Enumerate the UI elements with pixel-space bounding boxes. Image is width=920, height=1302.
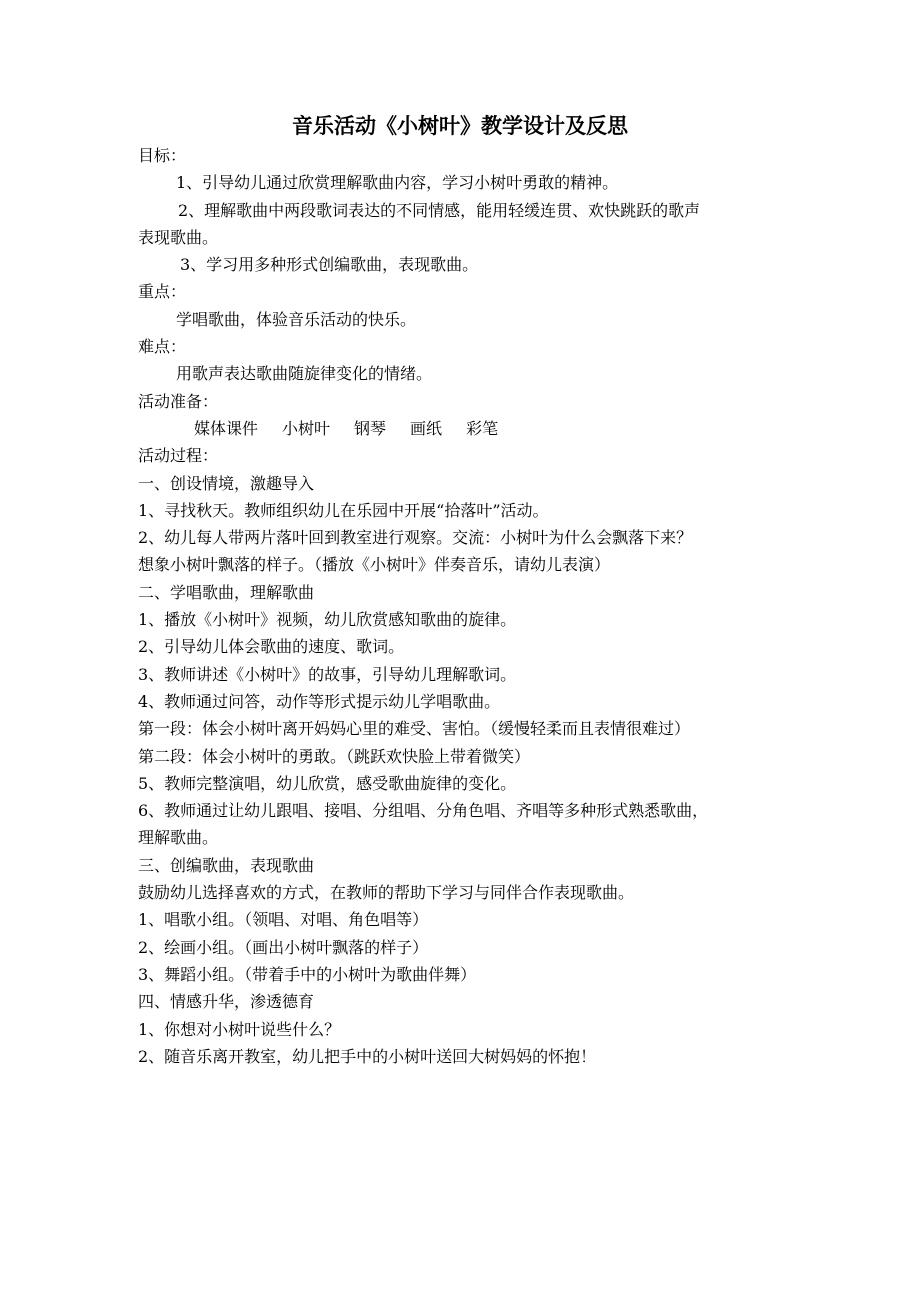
goal-item-2: 2、理解歌曲中两段歌词表达的不同情感，能用轻缓连贯、欢快跳跃的歌声 xyxy=(178,200,701,220)
process-line: 5、教师完整演唱，幼儿欣赏，感受歌曲旋律的变化。 xyxy=(138,773,517,793)
process-line: 3、教师讲述《小树叶》的故事，引导幼儿理解歌词。 xyxy=(138,664,517,684)
material-item: 彩笔 xyxy=(466,418,499,438)
process-line: 1、你想对小树叶说些什么？ xyxy=(138,1019,341,1039)
section-heading-1: 一、创设情境，激趣导入 xyxy=(138,473,315,493)
difficulty-heading: 难点： xyxy=(138,337,187,357)
goals-heading: 目标： xyxy=(138,146,187,165)
goal-item-2-continued: 表现歌曲。 xyxy=(138,227,219,247)
process-line: 1、寻找秋天。教师组织幼儿在乐园中开展“拾落叶”活动。 xyxy=(138,500,549,520)
document-body xyxy=(138,142,788,1070)
process-line: 1、播放《小树叶》视频，幼儿欣赏感知歌曲的旋律。 xyxy=(138,610,517,630)
process-line: 理解歌曲。 xyxy=(138,828,219,848)
process-line: 4、教师通过问答，动作等形式提示幼儿学唱歌曲。 xyxy=(138,691,501,711)
key-point-text: 学唱歌曲，体验音乐活动的快乐。 xyxy=(176,309,417,329)
materials-list xyxy=(138,415,788,442)
process-line: 2、随音乐离开教室，幼儿把手中的小树叶送回大树妈妈的怀抱！ xyxy=(138,1046,597,1066)
section-heading-4: 四、情感升华，渗透德育 xyxy=(138,992,315,1012)
material-item: 钢琴 xyxy=(354,418,387,438)
document-title: 音乐活动《小树叶》教学设计及反思 xyxy=(292,113,628,138)
material-item: 小树叶 xyxy=(282,418,331,438)
difficulty-text: 用歌声表达歌曲随旋律变化的情绪。 xyxy=(176,364,433,384)
material-item: 画纸 xyxy=(410,418,443,438)
section-heading-3: 三、创编歌曲，表现歌曲 xyxy=(138,855,315,875)
goal-item-1: 1、引导幼儿通过欣赏理解歌曲内容，学习小树叶勇敢的精神。 xyxy=(176,173,619,193)
process-line: 第一段：体会小树叶离开妈妈心里的难受、害怕。（缓慢轻柔而且表情很难过） xyxy=(138,719,691,739)
section-heading-2: 二、学唱歌曲，理解歌曲 xyxy=(138,582,315,602)
process-line: 2、幼儿每人带两片落叶回到教室进行观察。交流：小树叶为什么会飘落下来？ xyxy=(138,528,693,548)
goal-item-3: 3、学习用多种形式创编歌曲，表现歌曲。 xyxy=(180,255,479,275)
process-line: 想象小树叶飘落的样子。（播放《小树叶》伴奏音乐，请幼儿表演） xyxy=(138,555,611,575)
material-item: 媒体课件 xyxy=(194,418,259,438)
preparation-heading: 活动准备： xyxy=(138,391,219,411)
process-line: 1、唱歌小组。（领唱、对唱、角色唱等） xyxy=(138,910,429,930)
process-line: 2、绘画小组。（画出小树叶飘落的样子） xyxy=(138,937,429,957)
process-line: 2、引导幼儿体会歌曲的速度、歌词。 xyxy=(138,637,405,657)
process-line: 鼓励幼儿选择喜欢的方式，在教师的帮助下学习与同伴合作表现歌曲。 xyxy=(138,883,635,903)
process-line: 3、舞蹈小组。（带着手中的小树叶为歌曲伴舞） xyxy=(138,964,477,984)
key-point-heading: 重点： xyxy=(138,282,187,302)
process-line: 6、教师通过让幼儿跟唱、接唱、分组唱、分角色唱、齐唱等多种形式熟悉歌曲， xyxy=(138,801,709,821)
process-heading: 活动过程： xyxy=(138,446,219,466)
process-line: 第二段：体会小树叶的勇敢。（跳跃欢快脸上带着微笑） xyxy=(138,746,531,766)
